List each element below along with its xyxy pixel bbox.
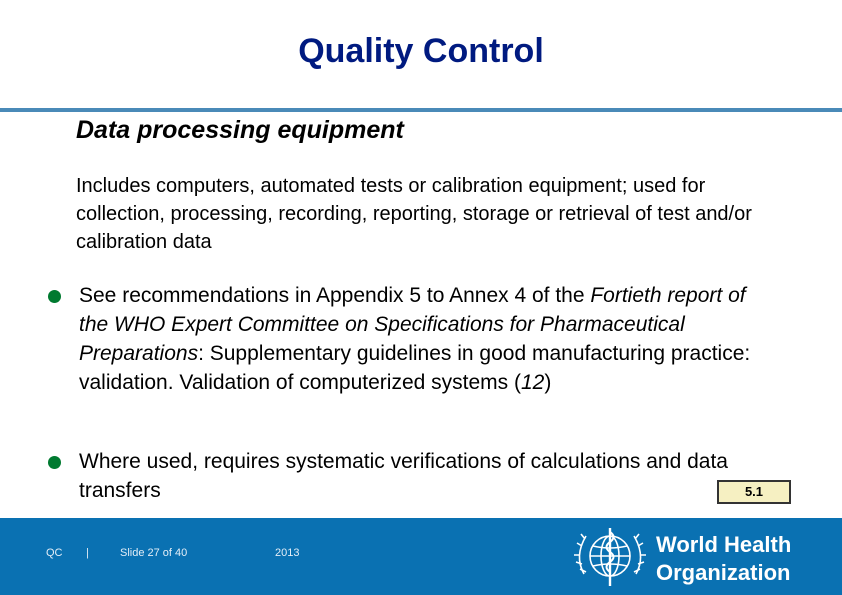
footer-separator: | <box>86 547 89 559</box>
footer-section-label: QC <box>46 547 63 559</box>
footer-year: 2013 <box>275 547 300 559</box>
footer-slide-number: Slide 27 of 40 <box>120 547 188 559</box>
reference-badge: 5.1 <box>717 480 791 504</box>
bullet-recommendations <box>48 281 778 397</box>
who-logo <box>570 522 800 592</box>
footer-bar <box>0 518 842 595</box>
who-emblem-icon <box>570 522 654 592</box>
slide-title: Quality Control <box>298 32 544 70</box>
slide-subtitle: Data processing equipment <box>76 116 404 144</box>
bullet-text: See recommendations in Appendix 5 to Annex 4 of the Fortieth report of the WHO Expert Committee on Specifications for Pharmaceutical Preparations: Supplementary guidelines in good manufacturing practice: validation. Validation of computerized systems (12) <box>79 284 751 394</box>
bullet-text: Where used, requires systematic verifications of calculations and data transfers <box>79 450 728 502</box>
org-name-line1: World Health <box>656 532 792 557</box>
bullet-verifications <box>48 447 778 505</box>
bullet-dot-icon <box>48 456 61 469</box>
org-name-line2: Organization <box>656 560 791 585</box>
title-divider <box>0 108 842 112</box>
bullet-dot-icon <box>48 290 61 303</box>
intro-paragraph: Includes computers, automated tests or calibration equipment; used for collection, processing, recording, reporting, storage or retrieval of test and/or calibration data <box>76 175 752 253</box>
